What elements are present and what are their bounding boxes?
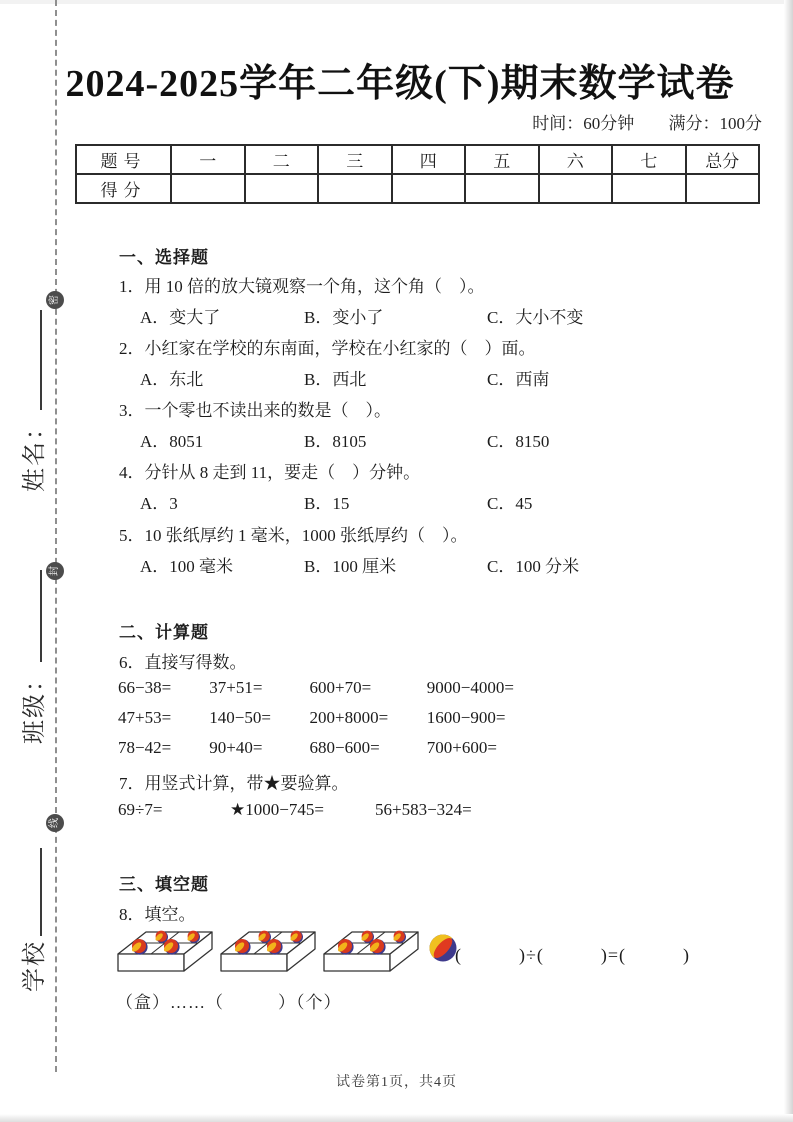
question-6-text: 6．直接写得数。: [119, 653, 247, 672]
calc-item: 37+51=: [209, 678, 263, 697]
question-7-items: [118, 800, 718, 822]
beach-ball-icon: [424, 929, 457, 962]
option-4a: A．3: [140, 494, 178, 513]
option-1a: A．变大了: [140, 308, 221, 327]
school-field: [14, 810, 46, 992]
score-cell-empty: [392, 174, 466, 203]
score-table-header-row: [76, 145, 759, 174]
question-2-options: [119, 365, 739, 387]
ball-boxes-figure: [116, 924, 461, 981]
score-cell-empty: [612, 174, 686, 203]
score-table-header-cell: 五: [465, 145, 539, 174]
question-5-text: 5．10 张纸厚约 1 毫米，1000 张纸厚约（ ）。: [119, 526, 468, 545]
vertical-calc-item: 56+583−324=: [375, 800, 472, 819]
seal-char-feng: 封: [46, 562, 64, 580]
calc-row-2: [118, 708, 505, 728]
school-blank: [15, 848, 42, 936]
score-cell-empty: [171, 174, 245, 203]
option-3b: B．8105: [304, 432, 367, 451]
calc-item: 600+70=: [309, 678, 372, 697]
question-8-text: 8．填空。: [119, 905, 196, 924]
score-table-score-row: [76, 174, 759, 203]
option-3c: C．8150: [487, 432, 550, 451]
option-1b: B．变小了: [304, 308, 384, 327]
option-4c: C．45: [487, 494, 533, 513]
page-title: 2024-2025学年二年级(下)期末数学试卷: [65, 63, 735, 105]
score-table-header-cell: 三: [318, 145, 392, 174]
calc-item: 700+600=: [426, 738, 497, 757]
question-1-options: [119, 303, 739, 325]
option-4b: B．15: [304, 494, 350, 513]
calc-item: 47+53=: [118, 708, 172, 727]
section-calc-heading: 二、计算题: [119, 623, 209, 642]
calc-item: 78−42=: [118, 738, 172, 757]
student-name-field: [14, 270, 46, 492]
score-cell-empty: [245, 174, 319, 203]
option-2c: C．西南: [487, 370, 550, 389]
student-name-blank: [15, 310, 42, 410]
score-table-header-cell: 四: [392, 145, 466, 174]
scan-edge-top: [0, 0, 793, 4]
option-3a: A．8051: [140, 432, 204, 451]
score-table-header-cell: 六: [539, 145, 613, 174]
school-label: 学校: [22, 940, 48, 992]
score-cell-empty: [686, 174, 760, 203]
time-limit-label: 时间：60分钟: [532, 114, 635, 133]
ball-boxes-graphic: [116, 924, 461, 976]
page-footer: 试卷第1页，共4页: [336, 1075, 457, 1090]
division-equation: ( )÷( )=( ): [455, 945, 690, 965]
score-table-header-cell: 七: [612, 145, 686, 174]
question-7-text: 7．用竖式计算，带★要验算。: [119, 774, 349, 793]
calc-item: 680−600=: [309, 738, 380, 757]
student-name-label: 姓名：: [22, 414, 48, 492]
unit-answer-line: （盒）……（ ）（个）: [116, 993, 342, 1012]
question-3-options: [119, 427, 739, 449]
score-table-header-cell: 总分: [686, 145, 760, 174]
score-cell-empty: [539, 174, 613, 203]
scan-edge-bottom: [0, 1114, 793, 1122]
calc-item: 66−38=: [118, 678, 172, 697]
ball-box-graphic: [118, 931, 212, 971]
ball-box-graphic: [324, 931, 418, 971]
question-1-text: 1．用 10 倍的放大镜观察一个角，这个角（ ）。: [119, 277, 485, 296]
class-blank: [15, 570, 42, 662]
calc-item: 90+40=: [209, 738, 263, 757]
class-label: 班级：: [22, 666, 48, 744]
calc-item: 200+8000=: [309, 708, 389, 727]
scan-edge-right: [784, 0, 793, 1122]
score-table-header-cell: 二: [245, 145, 319, 174]
question-3-text: 3．一个零也不读出来的数是（ ）。: [119, 401, 391, 420]
option-5b: B．100 厘米: [304, 557, 397, 576]
option-5c: C．100 分米: [487, 557, 580, 576]
question-4-text: 4．分针从 8 走到 11，要走（ ）分钟。: [119, 463, 421, 482]
vertical-calc-item: 69÷7=: [118, 800, 163, 819]
score-cell-empty: [318, 174, 392, 203]
option-2a: A．东北: [140, 370, 204, 389]
exam-meta: [502, 109, 762, 134]
class-field: [14, 537, 46, 744]
score-table-header-cell: 题号: [76, 145, 171, 174]
score-table-header-cell: 一: [171, 145, 245, 174]
score-row-label: 得分: [76, 174, 171, 203]
seal-dashed-line: [55, 0, 57, 1072]
calc-row-1: [118, 678, 514, 698]
score-cell-empty: [465, 174, 539, 203]
option-2b: B．西北: [304, 370, 367, 389]
vertical-calc-item: ★1000−745=: [230, 800, 324, 819]
question-4-options: [119, 489, 739, 511]
calc-item: 140−50=: [209, 708, 271, 727]
option-1c: C．大小不变: [487, 308, 584, 327]
calc-item: 1600−900=: [426, 708, 506, 727]
score-table: [75, 144, 760, 204]
option-5a: A．100 毫米: [140, 557, 234, 576]
question-5-options: [119, 552, 739, 574]
calc-item: 9000−4000=: [426, 678, 514, 697]
calc-row-3: [118, 738, 497, 758]
section-fill-heading: 三、填空题: [119, 875, 209, 894]
section-choice-heading: 一、选择题: [119, 248, 209, 267]
question-2-text: 2．小红家在学校的东南面，学校在小红家的（ ）面。: [119, 339, 536, 358]
seal-char-mi: 密: [46, 291, 64, 309]
ball-box-graphic: [221, 931, 315, 971]
full-score-label: 满分：100分: [668, 114, 762, 133]
seal-char-xian: 线: [46, 814, 64, 832]
